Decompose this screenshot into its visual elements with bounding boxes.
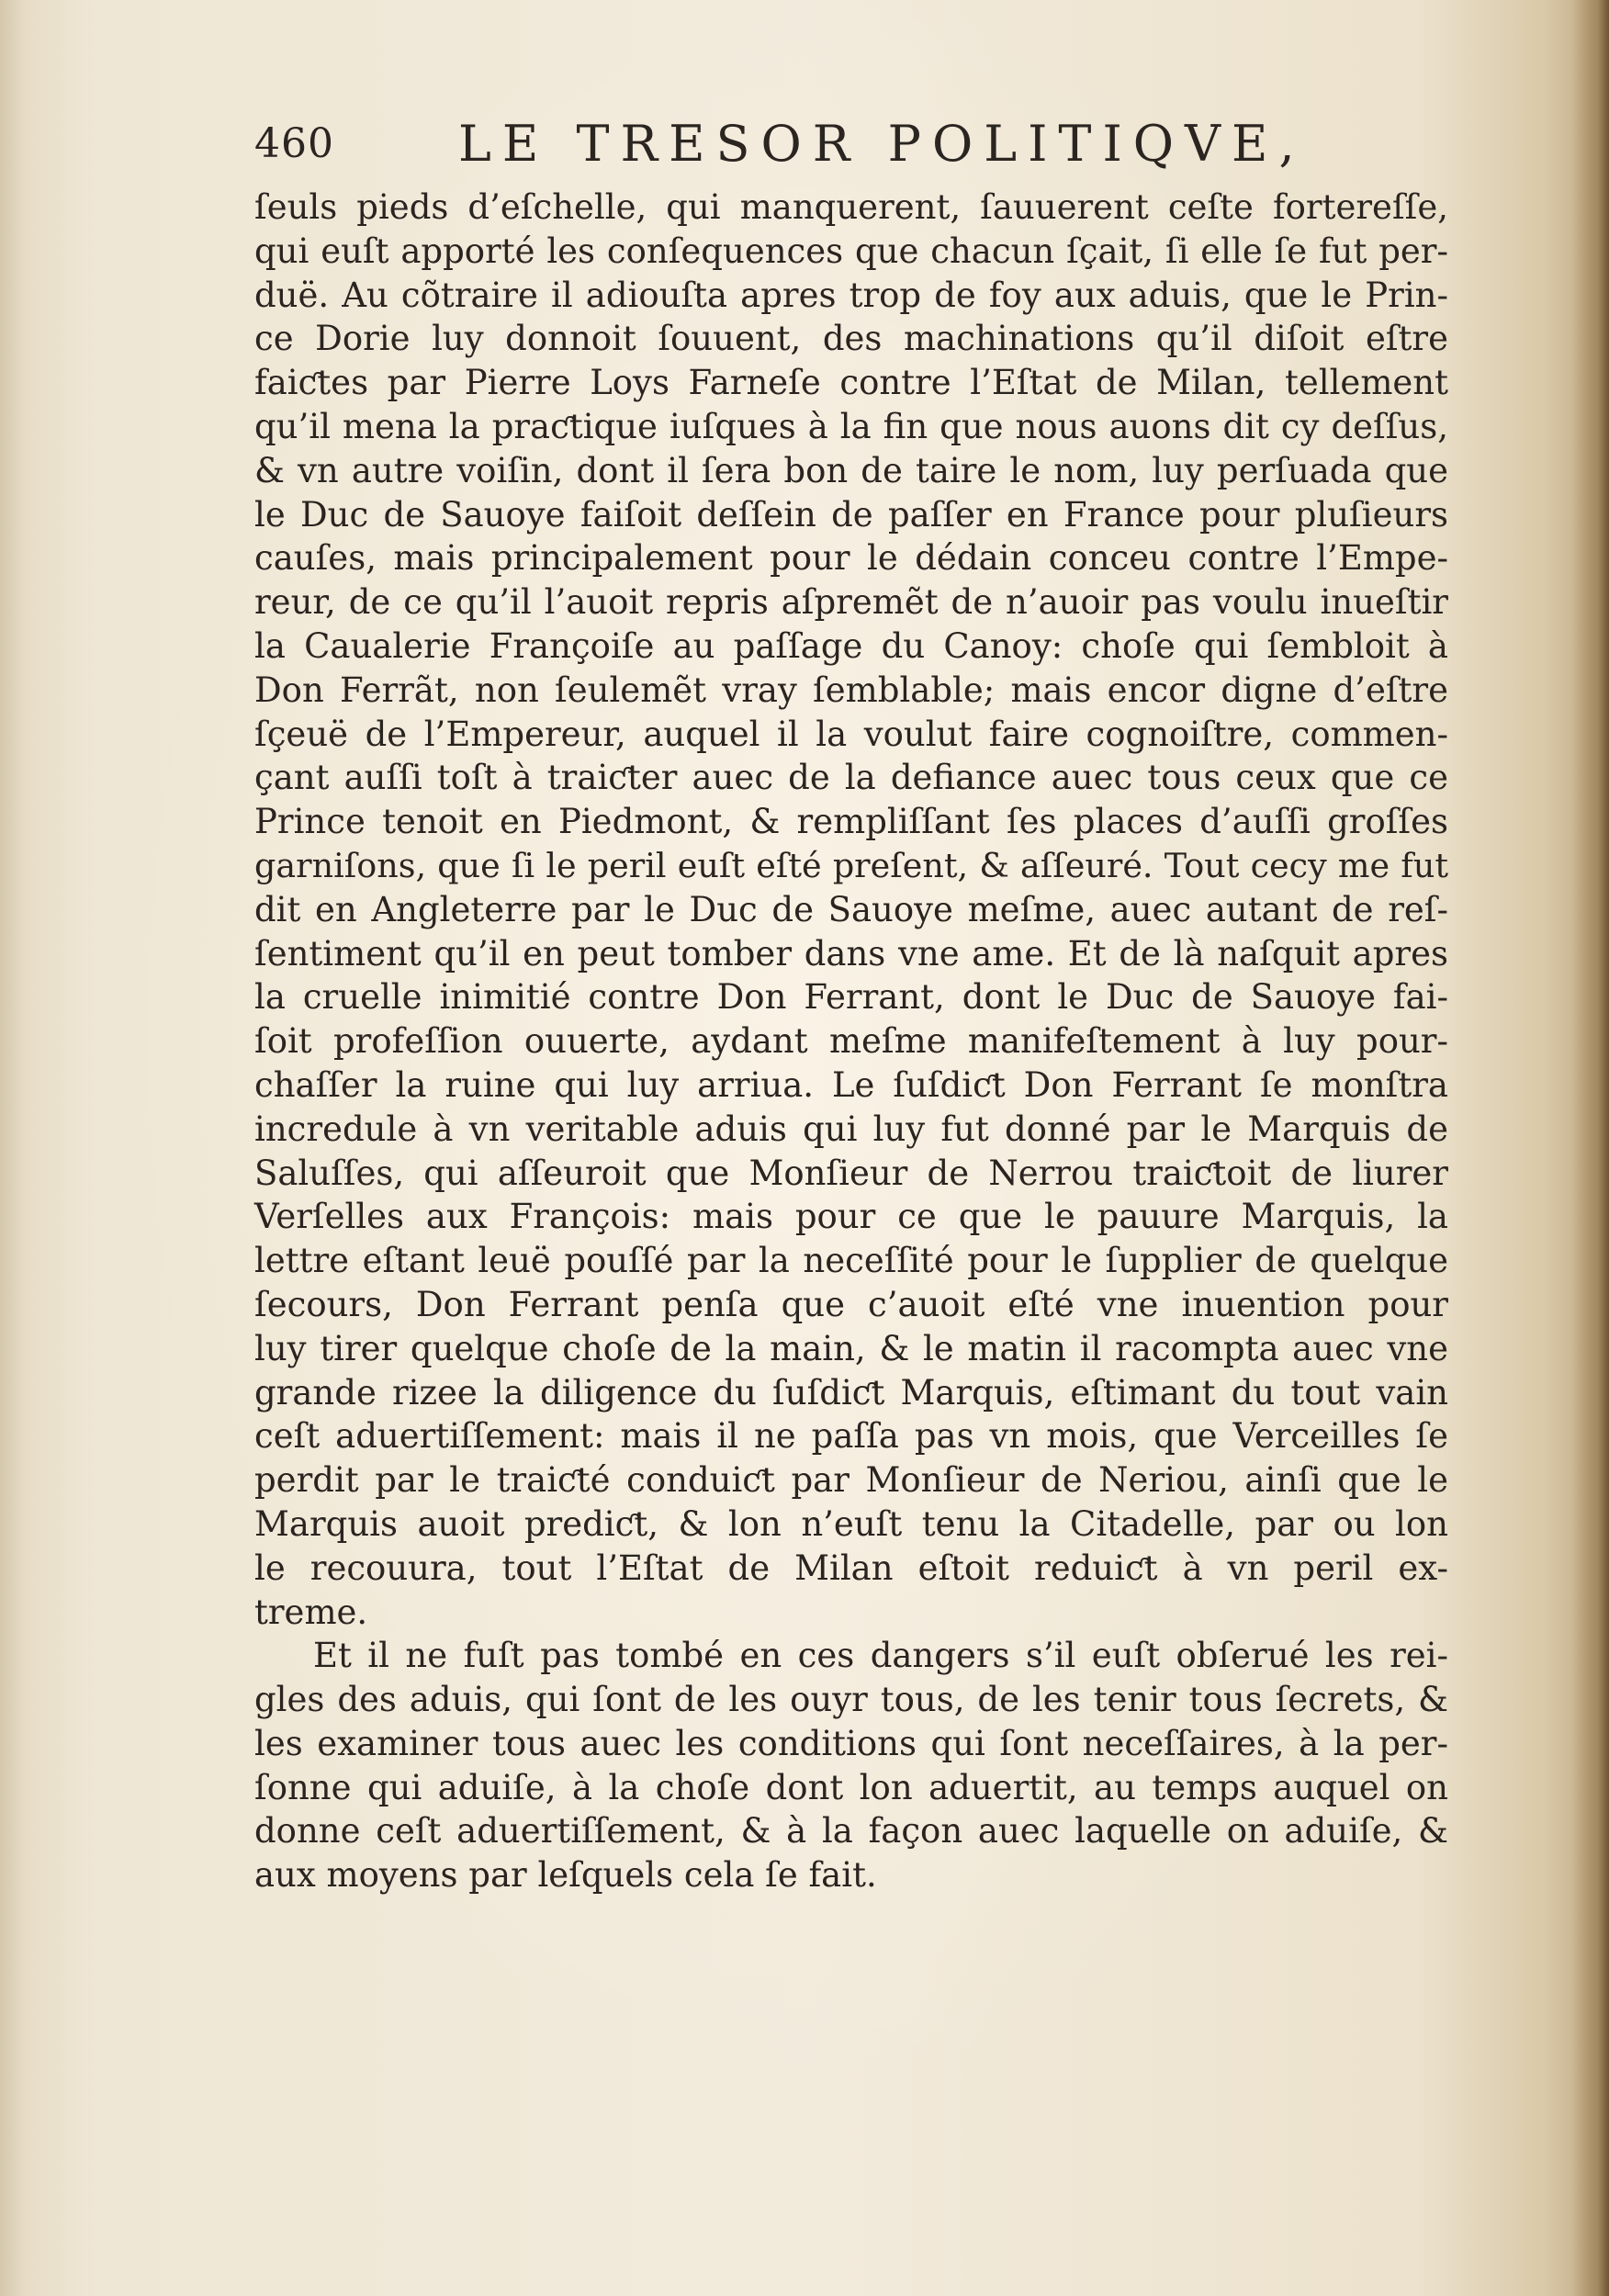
running-head xyxy=(254,115,1306,179)
page-number: 460 xyxy=(254,120,334,167)
text-line: qu’il mena la praƈtique iuſques à la fin que nous auons dit cy deſſus, xyxy=(254,406,1448,446)
text-line: ſoit profeſſion ouuerte, aydant meſme manifeſtement à luy pour- xyxy=(254,1021,1448,1062)
text-line: ſentiment qu’il en peut tomber dans vne ame. Et de là naſquit apres xyxy=(254,933,1448,974)
text-line: perdit par le traiƈté conduiƈt par Monſieur de Neriou, ainſi que le xyxy=(254,1460,1448,1501)
text-line: donne ceſt aduertiſſement, & à la façon auec laquelle on aduiſe, & xyxy=(254,1811,1448,1851)
text-line: grande rizee la diligence du ſuſdiƈt Marquis, eſtimant du tout vain xyxy=(254,1372,1448,1412)
text-line: Don Ferrãt, non ſeulemẽt vray ſemblable; mais encor digne d’eſtre xyxy=(254,670,1448,710)
text-line: garniſons, que ſi le peril euſt eſté preſent, & aſſeuré. Tout cecy me fut xyxy=(254,845,1448,885)
body-text xyxy=(254,186,1448,1897)
text-line: aux moyens par leſquels cela ſe fait. xyxy=(254,1855,877,1896)
text-line: Marquis auoit prediƈt, & lon n’euſt tenu la Citadelle, par ou lon xyxy=(254,1503,1448,1544)
text-line: & vn autre voiſin, dont il ſera bon de taire le nom, luy perſuada que xyxy=(254,450,1448,490)
text-line: faiƈtes par Pierre Loys Farneſe contre l’Eſtat de Milan, tellement xyxy=(254,363,1448,403)
text-line: la cruelle inimitié contre Don Ferrant, dont le Duc de Sauoye fai- xyxy=(254,977,1448,1018)
text-line: Verſelles aux François: mais pour ce que le pauure Marquis, la xyxy=(254,1197,1448,1237)
page-binding-edge-shading xyxy=(1572,0,1609,2296)
text-line: le recouura, tout l’Eſtat de Milan eſtoit reduiƈt à vn peril ex- xyxy=(254,1548,1448,1588)
text-line: Et il ne fuſt pas tombé en ces dangers s’il euſt obſerué les rei- xyxy=(313,1636,1448,1676)
text-line: ſeuls pieds d’eſchelle, qui manquerent, ſauuerent ceſte fortereſſe, xyxy=(254,187,1448,227)
page-left-edge-shading xyxy=(0,0,26,2296)
text-line: le Duc de Sauoye faiſoit deſſein de paſſer en France pour pluſieurs xyxy=(254,494,1448,535)
text-line: gles des aduis, qui ſont de les ouyr tous, de les tenir tous ſecrets, & xyxy=(254,1680,1448,1720)
text-line: Saluſſes, qui aſſeuroit que Monſieur de Nerrou traiƈtoit de liurer xyxy=(254,1153,1448,1193)
text-line: çant auſſi toſt à traiƈter auec de la defiance auec tous ceux que ce xyxy=(254,758,1448,798)
text-line: luy tirer quelque choſe de la main, & le matin il racompta auec vne xyxy=(254,1328,1448,1368)
text-line: la Caualerie Françoiſe au paſſage du Canoy: choſe qui ſembloit à xyxy=(254,625,1448,666)
text-line: les examiner tous auec les conditions qui ſont neceſſaires, à la per- xyxy=(254,1723,1448,1763)
text-line: reur, de ce qu’il l’auoit repris aſpremẽt de n’auoir pas voulu inueſtir xyxy=(254,582,1448,623)
text-line: qui euſt apporté les conſequences que chacun ſçait, ſi elle ſe fut per- xyxy=(254,231,1448,271)
running-title: LE TRESOR POLITIQVE, xyxy=(458,115,1306,173)
text-line: ceſt aduertiſſement: mais il ne paſſa pas vn mois, que Verceilles ſe xyxy=(254,1416,1448,1457)
text-line: Prince tenoit en Piedmont, & rempliſſant ſes places d’auſſi groſſes xyxy=(254,802,1448,842)
text-line: ce Dorie luy donnoit ſouuent, des machinations qu’il diſoit eſtre xyxy=(254,319,1448,359)
text-line: treme. xyxy=(254,1592,368,1632)
text-line: ſecours, Don Ferrant penſa que c’auoit eſté vne inuention pour xyxy=(254,1284,1448,1324)
text-line: chaſſer la ruine qui luy arriua. Le ſuſdiƈt Don Ferrant ſe monſtra xyxy=(254,1064,1448,1105)
text-line: duë. Au cõtraire il adiouſta apres trop de foy aux aduis, que le Prin- xyxy=(254,275,1448,315)
text-line: ſonne qui aduiſe, à la choſe dont lon aduertit, au temps auquel on xyxy=(254,1767,1448,1807)
text-line: incredule à vn veritable aduis qui luy fut donné par le Marquis de xyxy=(254,1109,1448,1149)
text-line: ſçeuë de l’Empereur, auquel il la voulut faire cognoiſtre, commen- xyxy=(254,714,1448,754)
text-line: cauſes, mais principalement pour le dédain conceu contre l’Empe- xyxy=(254,538,1448,579)
text-line: lettre eſtant leuë pouſſé par la neceſſité pour le ſupplier de quelque xyxy=(254,1241,1448,1281)
text-line: dit en Angleterre par le Duc de Sauoye meſme, auec autant de reſ- xyxy=(254,889,1448,929)
